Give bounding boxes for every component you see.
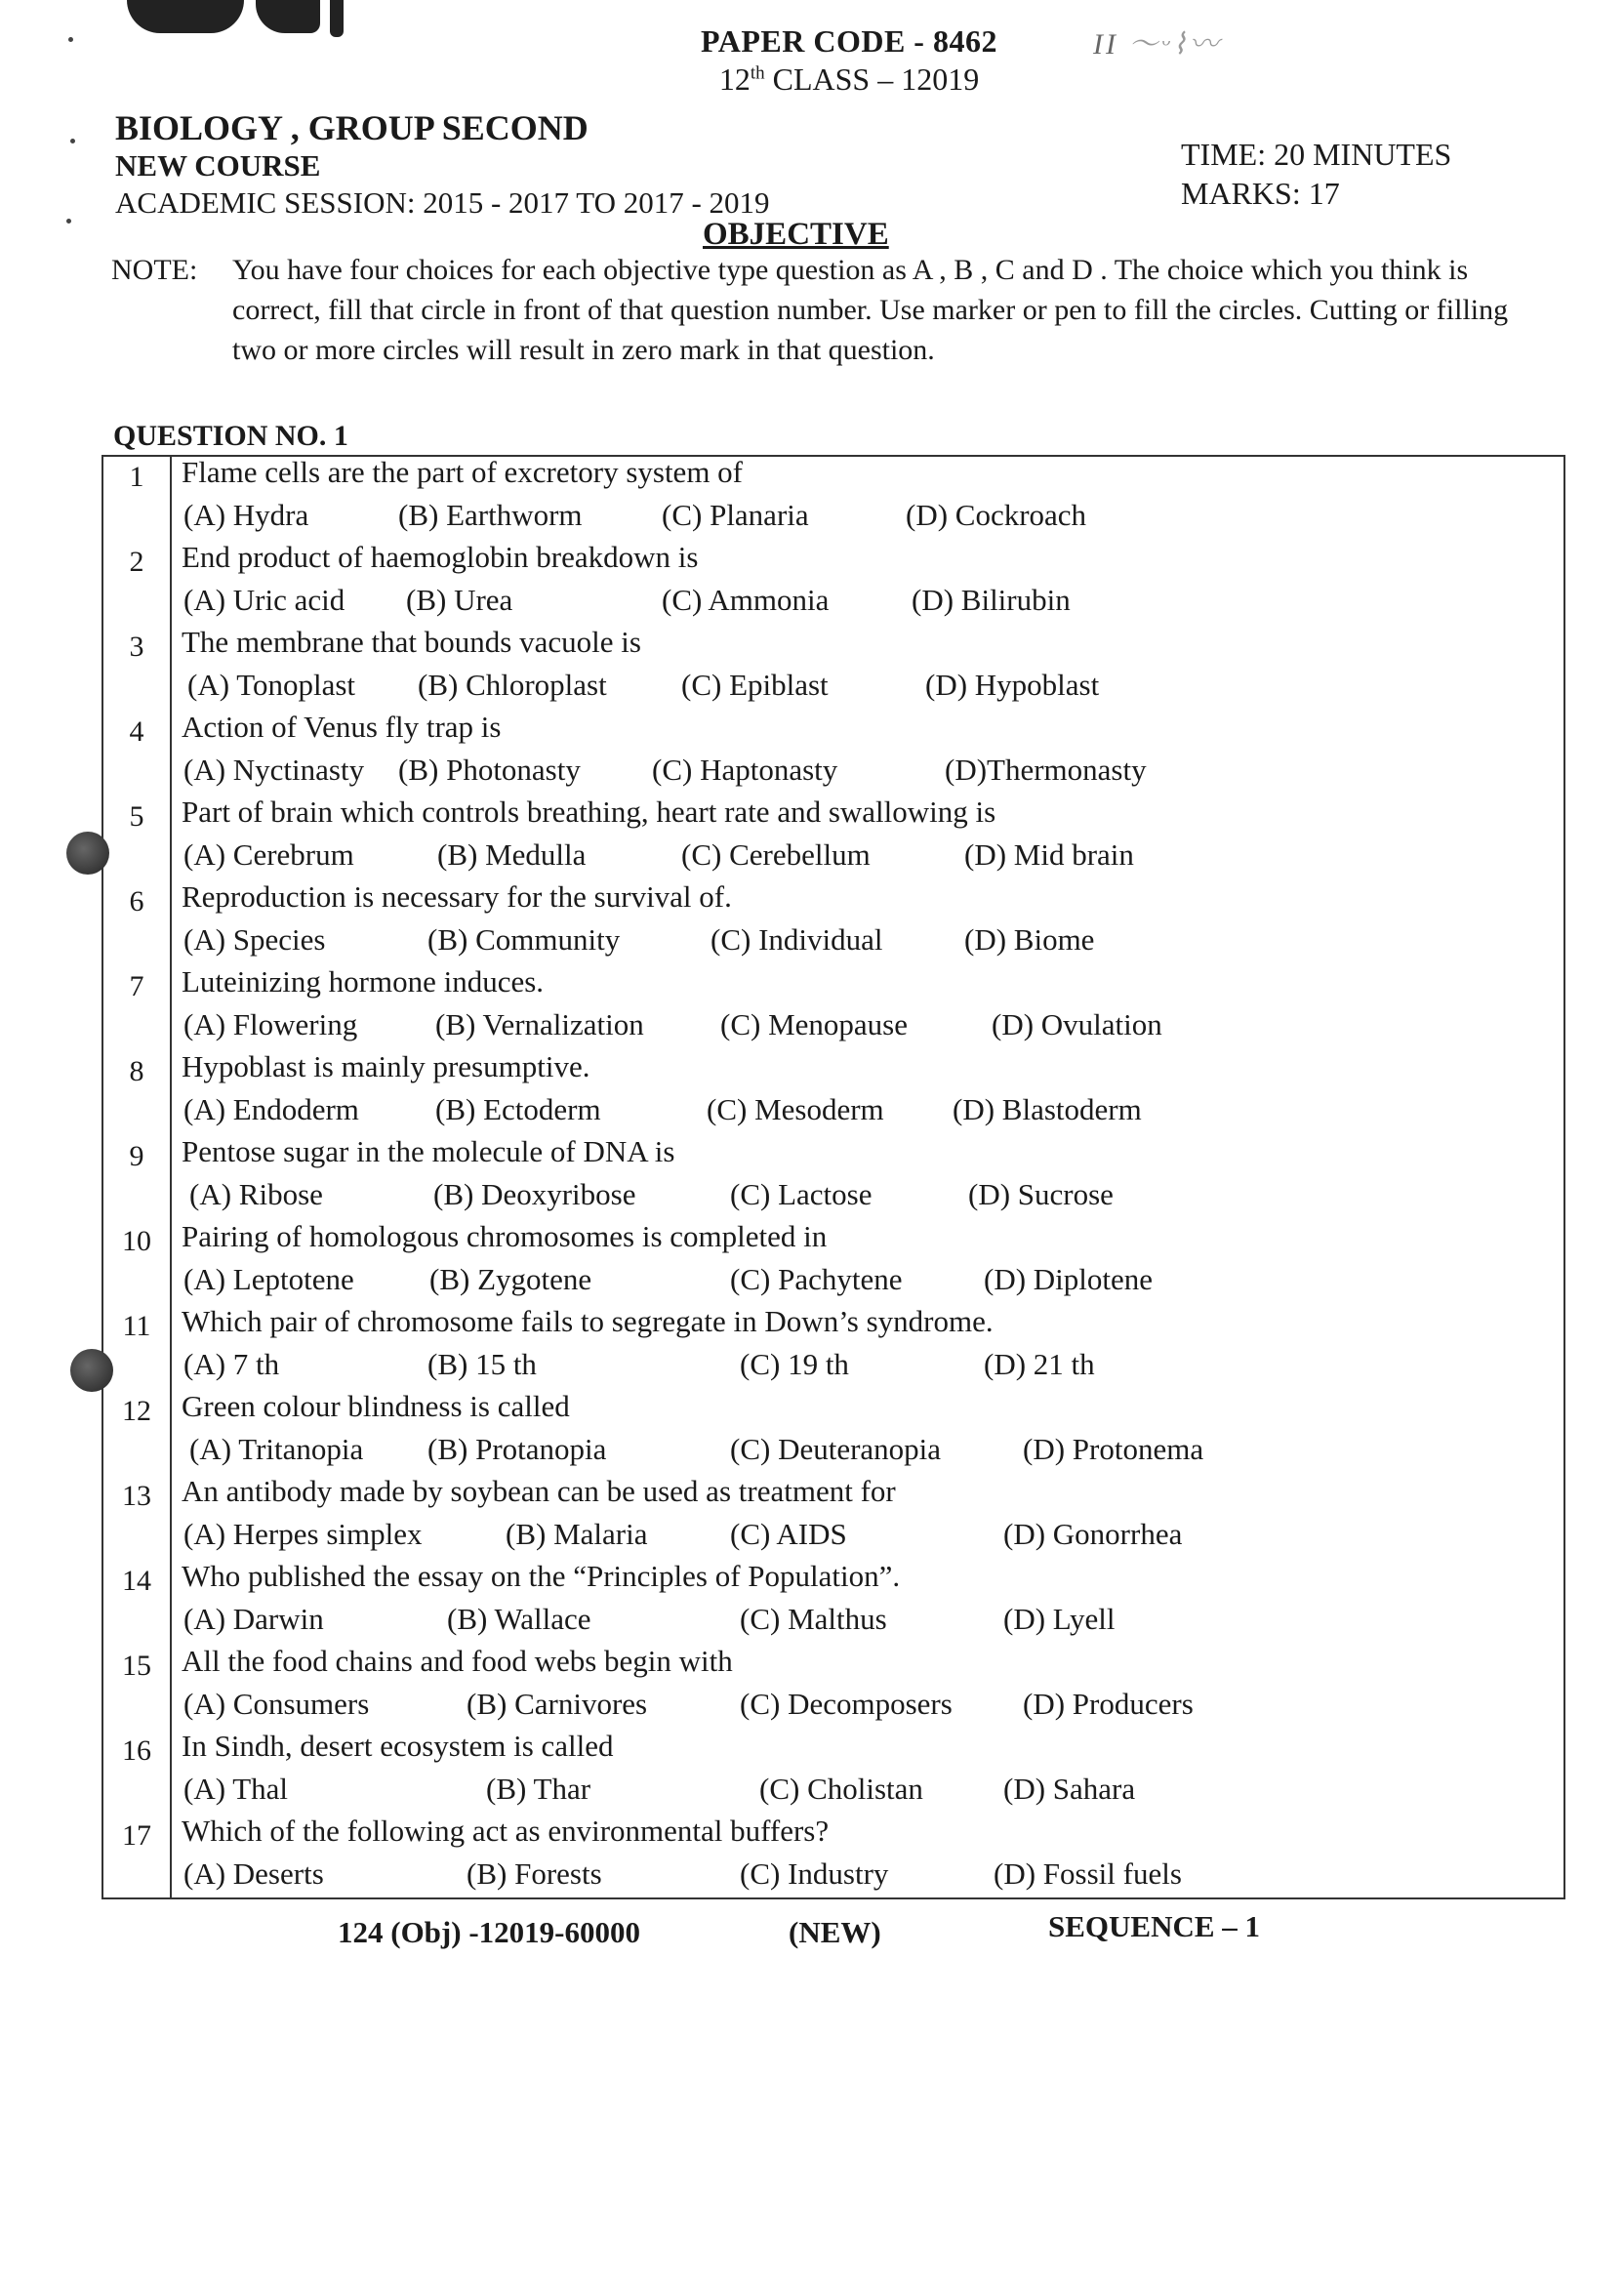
option-b: (B) Earthworm [398, 498, 583, 532]
question-text: Which of the following act as environmental buffers? [182, 1814, 830, 1848]
option-d: (D) 21 th [984, 1347, 1095, 1381]
question-number: 5 [129, 800, 144, 833]
course-title: NEW COURSE [115, 148, 321, 183]
option-a: (A) Hydra [183, 498, 309, 532]
total-marks: MARKS: 17 [1181, 176, 1340, 211]
option-d: (D) Hypoblast [925, 668, 1100, 702]
option-c: (C) Epiblast [681, 668, 829, 702]
question-number: 15 [122, 1650, 151, 1682]
option-b: (B) Wallace [447, 1602, 591, 1636]
option-a: (A) Herpes simplex [183, 1517, 423, 1551]
question-text: Part of brain which controls breathing, heart rate and swallowing is [182, 795, 996, 829]
question-row [103, 1814, 1563, 1904]
option-c: (C) Pachytene [730, 1262, 903, 1296]
logo-fragment [330, 0, 344, 37]
option-c: (C) Cerebellum [681, 837, 871, 872]
option-a: (A) Thal [183, 1772, 289, 1806]
option-c: (C) Industry [740, 1856, 889, 1891]
footer-sequence: SEQUENCE – 1 [1048, 1909, 1261, 1943]
option-c: (C) Mesoderm [707, 1092, 884, 1126]
option-b: (B) Malaria [506, 1517, 648, 1551]
option-b: (B) Carnivores [467, 1687, 648, 1721]
question-text: The membrane that bounds vacuole is [182, 625, 641, 659]
question-text: All the food chains and food webs begin with [182, 1644, 733, 1678]
question-text: An antibody made by soybean can be used as treatment for [182, 1474, 896, 1508]
option-c: (C) 19 th [740, 1347, 849, 1381]
section-title: OBJECTIVE [703, 217, 889, 252]
speck [66, 219, 71, 224]
question-text: End product of haemoglobin breakdown is [182, 540, 699, 574]
option-b: (B) Zygotene [429, 1262, 592, 1296]
question-number: 8 [129, 1055, 144, 1087]
question-row [103, 540, 1563, 631]
time-allowed: TIME: 20 MINUTES [1181, 137, 1452, 172]
option-c: (C) Ammonia [662, 583, 830, 617]
logo-fragment [256, 0, 320, 33]
option-d: (D) Lyell [1003, 1602, 1116, 1636]
question-number: 14 [122, 1565, 151, 1597]
question-row [103, 1304, 1563, 1395]
option-d: (D) Diplotene [984, 1262, 1154, 1296]
option-d: (D) Ovulation [992, 1007, 1162, 1041]
option-a: (A) 7 th [183, 1347, 280, 1381]
speck [68, 37, 73, 42]
question-table [102, 455, 1565, 1899]
question-text: Pairing of homologous chromosomes is completed in [182, 1219, 828, 1253]
question-number: 4 [129, 715, 144, 748]
option-a: (A) Ribose [189, 1177, 323, 1211]
question-text: In Sindh, desert ecosystem is called [182, 1729, 614, 1763]
paper-code: PAPER CODE - 8462 [701, 23, 997, 59]
question-text: Who published the essay on the “Principles of Population”. [182, 1559, 901, 1593]
question-number: 2 [129, 546, 144, 578]
question-number: 17 [122, 1819, 151, 1852]
option-b: (B) Community [427, 922, 621, 957]
instructions-note [111, 250, 1517, 370]
option-b: (B) Protanopia [427, 1432, 607, 1466]
option-c: (C) Menopause [720, 1007, 908, 1041]
option-b: (B) Medulla [437, 837, 587, 872]
option-b: (B) Vernalization [435, 1007, 644, 1041]
option-d: (D) Cockroach [906, 498, 1087, 532]
paper-header [625, 23, 1074, 98]
option-c: (C) Haptonasty [652, 753, 838, 787]
option-c: (C) Cholistan [759, 1772, 923, 1806]
option-b: (B) Photonasty [398, 753, 581, 787]
question-number: 7 [129, 970, 144, 1002]
option-a: (A) Nyctinasty [183, 753, 365, 787]
class-line: 12th CLASS – 12019 [718, 61, 980, 97]
question-text: Green colour blindness is called [182, 1389, 570, 1423]
option-a: (A) Leptotene [183, 1262, 354, 1296]
question-number: 13 [122, 1480, 151, 1512]
option-d: (D) Mid brain [964, 837, 1134, 872]
question-row [103, 710, 1563, 800]
option-c: (C) Deuteranopia [730, 1432, 942, 1466]
question-row [103, 1644, 1563, 1734]
subject-block [115, 107, 770, 221]
option-d: (D) Fossil fuels [994, 1856, 1182, 1891]
question-row [103, 1559, 1563, 1650]
subject-title: BIOLOGY , GROUP SECOND [115, 108, 589, 147]
option-a: (A) Endoderm [183, 1092, 359, 1126]
question-row [103, 1219, 1563, 1310]
option-d: (D)Thermonasty [945, 753, 1147, 787]
question-number: 9 [129, 1140, 144, 1172]
question-row [103, 625, 1563, 715]
question-row [103, 455, 1563, 546]
option-d: (D) Producers [1023, 1687, 1194, 1721]
question-text: Hypoblast is mainly presumptive. [182, 1049, 590, 1083]
speck [70, 139, 75, 143]
option-c: (C) Individual [710, 922, 883, 957]
punch-hole [66, 832, 109, 875]
option-a: (A) Flowering [183, 1007, 358, 1041]
option-d: (D) Biome [964, 922, 1095, 957]
question-row [103, 795, 1563, 885]
option-a: (A) Tritanopia [189, 1432, 364, 1466]
option-b: (B) Thar [486, 1772, 591, 1806]
option-a: (A) Uric acid [183, 583, 345, 617]
option-b: (B) Urea [406, 583, 513, 617]
option-a: (A) Cerebrum [183, 837, 354, 872]
question-number: 6 [129, 885, 144, 918]
question-text: Reproduction is necessary for the survival of. [182, 879, 732, 914]
question-number: 16 [122, 1734, 151, 1767]
note-text: You have four choices for each objective type question as A , B , C and D . The choice which you think is correct, fill that circle in front of that question number. Use marker or pen to fill the circles. Cutting or filling two or more circles will result in zero mark in that question. [232, 254, 1509, 366]
question-text: Luteinizing hormone induces. [182, 964, 545, 999]
option-c: (C) Lactose [730, 1177, 873, 1211]
question-row [103, 1474, 1563, 1565]
option-d: (D) Sahara [1003, 1772, 1136, 1806]
question-number: 12 [122, 1395, 151, 1427]
question-number: 10 [122, 1225, 151, 1257]
question-row [103, 1134, 1563, 1225]
question-row [103, 1389, 1563, 1480]
option-d: (D) Protonema [1023, 1432, 1204, 1466]
logo-fragment [127, 0, 244, 33]
question-number: 1 [129, 461, 144, 493]
question-row [103, 964, 1563, 1055]
option-b: (B) Deoxyribose [433, 1177, 636, 1211]
option-c: (C) Malthus [740, 1602, 887, 1636]
option-a: (A) Consumers [183, 1687, 370, 1721]
option-a: (A) Species [183, 922, 326, 957]
footer-code: 124 (Obj) -12019-60000 [338, 1915, 640, 1949]
option-a: (A) Tonoplast [187, 668, 356, 702]
question-number: 3 [129, 631, 144, 663]
question-text: Action of Venus fly trap is [182, 710, 502, 744]
option-d: (D) Gonorrhea [1003, 1517, 1183, 1551]
question-number: 11 [122, 1310, 151, 1342]
question-heading: QUESTION NO. 1 [113, 420, 348, 452]
question-text: Which pair of chromosome fails to segregate in Down’s syndrome. [182, 1304, 994, 1338]
question-text: Pentose sugar in the molecule of DNA is [182, 1134, 675, 1168]
option-d: (D) Bilirubin [912, 583, 1071, 617]
option-c: (C) Planaria [662, 498, 809, 532]
footer-type: (NEW) [789, 1915, 881, 1949]
option-d: (D) Blastoderm [953, 1092, 1142, 1126]
note-label: NOTE: [111, 254, 198, 286]
option-b: (B) Forests [467, 1856, 602, 1891]
option-b: (B) Ectoderm [435, 1092, 601, 1126]
option-d: (D) Sucrose [968, 1177, 1114, 1211]
option-c: (C) AIDS [730, 1517, 847, 1551]
option-a: (A) Darwin [183, 1602, 324, 1636]
option-a: (A) Deserts [183, 1856, 324, 1891]
handwritten-annotation: II 〜ᵕ⌇〰︎ [1093, 28, 1222, 61]
question-text: Flame cells are the part of excretory system of [182, 455, 743, 489]
academic-session: ACADEMIC SESSION: 2015 - 2017 TO 2017 - 2019 [115, 185, 770, 220]
option-b: (B) 15 th [427, 1347, 537, 1381]
question-row [103, 1729, 1563, 1819]
question-row [103, 1049, 1563, 1140]
time-marks-block [1181, 135, 1451, 213]
option-c: (C) Decomposers [740, 1687, 953, 1721]
punch-hole [70, 1349, 113, 1392]
option-b: (B) Chloroplast [418, 668, 607, 702]
question-row [103, 879, 1563, 970]
